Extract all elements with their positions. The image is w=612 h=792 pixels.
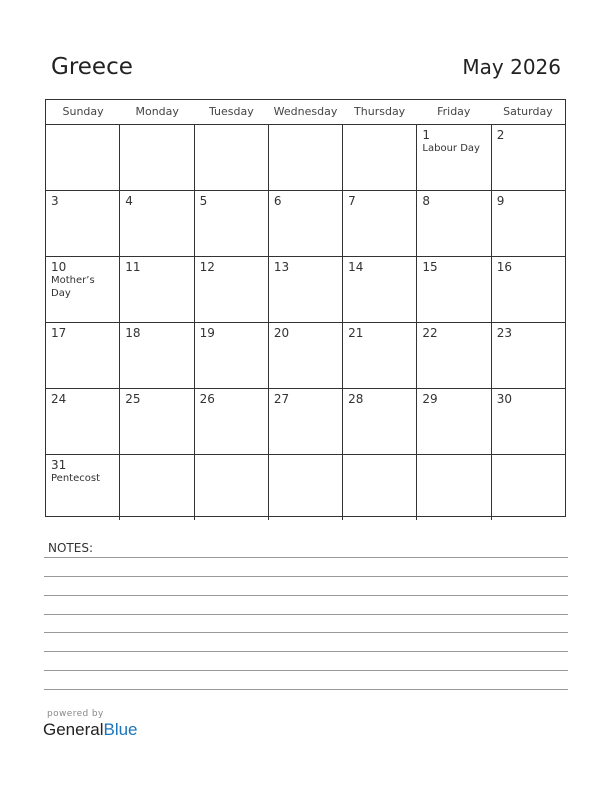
day-cell[interactable] xyxy=(120,257,194,322)
holiday-label: Mother’s Day xyxy=(51,275,95,299)
day-number: 3 xyxy=(51,194,59,208)
day-number: 7 xyxy=(348,194,356,208)
day-number: 29 xyxy=(422,392,438,406)
day-cell[interactable] xyxy=(46,389,120,454)
day-of-week-thursday: Thursday xyxy=(354,105,406,118)
day-number: 17 xyxy=(51,326,67,340)
day-number: 13 xyxy=(273,260,290,274)
day-of-week-header xyxy=(46,100,565,125)
day-cell[interactable] xyxy=(417,455,491,520)
country-title: Greece xyxy=(51,54,133,80)
day-cell[interactable] xyxy=(417,191,491,256)
day-of-week-tuesday: Tuesday xyxy=(208,105,254,118)
day-cell[interactable] xyxy=(417,125,491,190)
day-cell[interactable] xyxy=(46,455,120,520)
day-cell[interactable] xyxy=(269,455,343,520)
week-row xyxy=(46,191,565,257)
day-number: 10 xyxy=(51,260,67,274)
day-cell[interactable] xyxy=(343,125,417,190)
day-cell[interactable] xyxy=(120,323,194,388)
day-cell[interactable] xyxy=(343,389,417,454)
day-cell[interactable] xyxy=(269,191,343,256)
holiday-label: Pentecost xyxy=(51,473,100,484)
day-cell[interactable] xyxy=(195,389,269,454)
day-cell[interactable] xyxy=(269,389,343,454)
day-cell[interactable] xyxy=(120,125,194,190)
day-cell[interactable] xyxy=(46,257,120,322)
day-cell[interactable] xyxy=(343,191,417,256)
note-line[interactable] xyxy=(44,557,568,558)
note-line[interactable] xyxy=(44,651,568,652)
day-cell[interactable] xyxy=(46,191,120,256)
day-cell[interactable] xyxy=(120,191,194,256)
day-cell[interactable] xyxy=(417,323,491,388)
day-number: 23 xyxy=(496,326,512,340)
day-number: 9 xyxy=(496,194,505,208)
day-of-week-wednesday: Wednesday xyxy=(273,105,338,118)
day-cell[interactable] xyxy=(492,191,565,256)
day-of-week-saturday: Saturday xyxy=(503,105,553,118)
day-number: 25 xyxy=(125,392,141,406)
day-number: 16 xyxy=(496,260,512,274)
day-number: 20 xyxy=(273,326,290,340)
day-number: 8 xyxy=(422,194,431,208)
day-cell[interactable] xyxy=(417,389,491,454)
day-number: 11 xyxy=(125,260,141,274)
note-line[interactable] xyxy=(44,595,568,596)
brand-blue-text: Blue xyxy=(103,720,138,739)
day-number: 1 xyxy=(422,128,431,142)
day-cell[interactable] xyxy=(492,323,565,388)
day-cell[interactable] xyxy=(492,257,565,322)
day-of-week-monday: Monday xyxy=(135,105,179,118)
day-of-week-friday: Friday xyxy=(437,105,471,118)
day-number: 2 xyxy=(496,128,505,142)
day-number: 24 xyxy=(51,392,67,406)
week-row xyxy=(46,257,565,323)
day-number: 19 xyxy=(199,326,215,340)
calendar-grid xyxy=(45,99,566,517)
day-number: 5 xyxy=(199,194,208,208)
day-cell[interactable] xyxy=(195,125,269,190)
note-line[interactable] xyxy=(44,670,568,671)
generalblue-logo[interactable] xyxy=(43,720,138,740)
day-number: 31 xyxy=(51,458,67,472)
month-title: May 2026 xyxy=(462,55,561,79)
day-number: 6 xyxy=(273,194,282,208)
day-cell[interactable] xyxy=(343,455,417,520)
day-number: 12 xyxy=(199,260,215,274)
day-number: 14 xyxy=(348,260,364,274)
day-cell[interactable] xyxy=(120,389,194,454)
note-line[interactable] xyxy=(44,689,568,690)
day-number: 26 xyxy=(199,392,215,406)
day-cell[interactable] xyxy=(492,125,565,190)
brand-general-text: General xyxy=(43,720,104,739)
week-row xyxy=(46,323,565,389)
day-cell[interactable] xyxy=(195,257,269,322)
holiday-label: Labour Day xyxy=(422,143,480,154)
calendar-weeks xyxy=(46,125,565,520)
day-number: 28 xyxy=(348,392,364,406)
day-number: 15 xyxy=(422,260,438,274)
day-cell[interactable] xyxy=(46,125,120,190)
day-number: 21 xyxy=(348,326,364,340)
week-row xyxy=(46,455,565,520)
day-cell[interactable] xyxy=(417,257,491,322)
note-line[interactable] xyxy=(44,632,568,633)
day-cell[interactable] xyxy=(269,125,343,190)
day-number: 4 xyxy=(125,194,133,208)
day-cell[interactable] xyxy=(492,389,565,454)
day-cell[interactable] xyxy=(195,323,269,388)
powered-by-text: powered by xyxy=(47,709,104,719)
day-cell[interactable] xyxy=(343,323,417,388)
day-number: 18 xyxy=(125,326,141,340)
note-line[interactable] xyxy=(44,614,568,615)
day-cell[interactable] xyxy=(269,323,343,388)
day-cell[interactable] xyxy=(46,323,120,388)
day-number: 30 xyxy=(496,392,512,406)
day-cell[interactable] xyxy=(120,455,194,520)
note-line[interactable] xyxy=(44,576,568,577)
day-number: 22 xyxy=(422,326,438,340)
week-row xyxy=(46,125,565,191)
day-cell[interactable] xyxy=(269,257,343,322)
day-cell[interactable] xyxy=(343,257,417,322)
notes-label: NOTES: xyxy=(48,541,93,555)
day-of-week-sunday: Sunday xyxy=(62,105,104,118)
week-row xyxy=(46,389,565,455)
day-cell[interactable] xyxy=(492,455,565,520)
day-cell[interactable] xyxy=(195,455,269,520)
day-number: 27 xyxy=(273,392,290,406)
day-cell[interactable] xyxy=(195,191,269,256)
